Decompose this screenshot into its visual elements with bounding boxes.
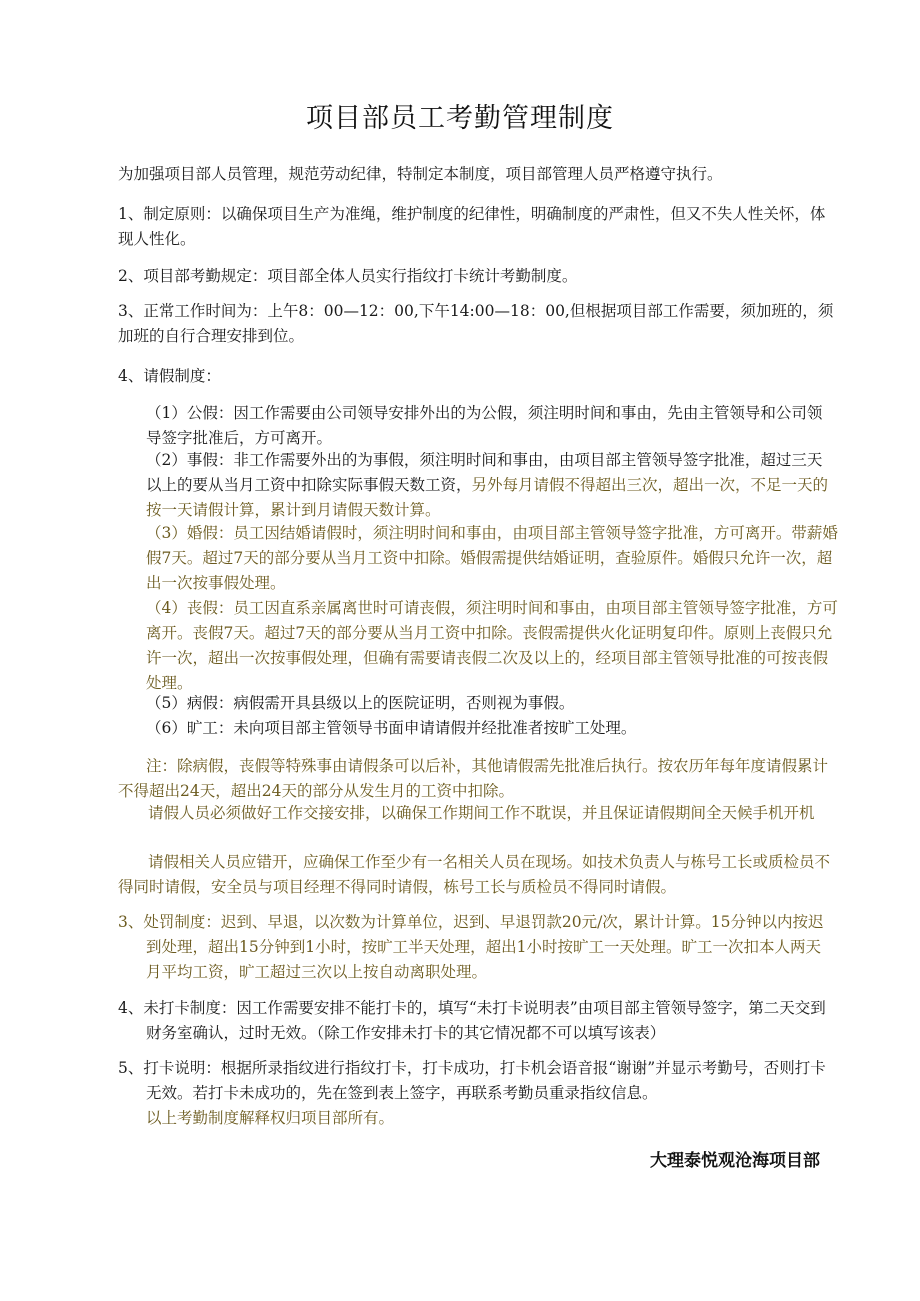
leave-personal [146,448,836,523]
leave-absence: （6）旷工：未向项目部主管领导书面申请请假并经批准者按旷工处理。 [146,719,637,737]
rule-4-leave-heading: 4、请假制度： [118,367,221,385]
intro-paragraph: 为加强项目部人员管理，规范劳动纪律，特制定本制度，项目部管理人员严格遵守执行。 [118,165,723,183]
leave-public: （1）公假：因工作需要由公司领导安排外出的为公假，须注明时间和事由，先由主管领导和公司领导签字批准后，方可离开。 [146,404,823,447]
leave-bereavement: （4）丧假：员工因直系亲属离世时可请丧假，须注明时间和事由，由项目部主管领导签字批准，方可离开。丧假7天。超过7天的部分要从当月工资中扣除。丧假需提供火化证明复印件。原则上丧假只允许一次，超出一次按事假处理，但确有需要请丧假二次及以上的，经项目部主管领导批准的可按丧假处理。 [146,599,838,692]
clock-in-rule: 5、打卡说明：根据所录指纹进行指纹打卡，打卡成功，打卡机会语音报“谢谢”并显示考勤号，否则打卡无效。若打卡未成功的，先在签到表上签字，再联系考勤员重录指纹信息。 [118,1059,826,1102]
leave-sick: （5）病假：病假需开具县级以上的医院证明，否则视为事假。 [146,694,575,712]
rule-2-attendance: 2、项目部考勤规定：项目部全体人员实行指纹打卡统计考勤制度。 [118,267,578,285]
handover-note: 请假人员必须做好工作交接安排，以确保工作期间工作不耽误，并且保证请假期间全天候手机开机 [148,804,815,822]
rule-1-principle: 1、制定原则：以确保项目生产为准绳，维护制度的纪律性，明确制度的严肃性，但又不失人性关怀，体现人性化。 [118,205,826,248]
stagger-note: 请假相关人员应错开，应确保工作至少有一名相关人员在现场。如技术负责人与栋号工长或质检员不得同时请假，安全员与项目经理不得同时请假，栋号工长与质检员不得同时请假。 [118,853,831,896]
leave-marriage: （3）婚假：员工因结婚请假时，须注明时间和事由，由项目部主管领导签字批准，方可离开。带薪婚假7天。超过7天的部分要从当月工资中扣除。婚假需提供结婚证明，查验原件。婚假只允许一次，超出一次按事假处理。 [146,524,838,592]
document-title: 项目部员工考勤管理制度 [306,103,614,134]
missed-clock-rule: 4、未打卡制度：因工作需要安排不能打卡的，填写“未打卡说明表”由项目部主管领导签字，第二天交到财务室确认，过时无效。（除工作安排未打卡的其它情况都不可以填写该表） [118,999,826,1042]
rule-3-work-hours: 3、正常工作时间为：上午8：00—12：00,下午14:00—18：00,但根据项目部工作需要，须加班的，须加班的自行合理安排到位。 [118,302,834,345]
signature: 大理泰悦观沧海项目部 [650,1151,820,1171]
leave-personal-part2: 另外每月请假不得超出三次，超出一次，不足一天的按一天请假计算，累计到月请假天数计算。 [146,476,829,519]
penalty-rule: 3、处罚制度：迟到、早退，以次数为计算单位，迟到、早退罚款20元/次，累计计算。15分钟以内按迟到处理，超出15分钟到1小时，按旷工半天处理，超出1小时按旷工一天处理。旷工一次扣本人两天月平均工资，旷工超过三次以上按自动离职处理。 [118,913,824,981]
leave-personal-part1: （2）事假：非工作需要外出的为事假，须注明时间和事由，由项目部主管领导签字批准，超过三天以上的要从当月工资中扣除实际事假天数工资， [146,451,823,494]
final-statement: 以上考勤制度解释权归项目部所有。 [146,1109,395,1127]
leave-note: 注：除病假，丧假等特殊事由请假条可以后补，其他请假需先批准后执行。按农历年每年度请假累计不得超出24天，超出24天的部分从发生月的工资中扣除。 [118,757,829,800]
